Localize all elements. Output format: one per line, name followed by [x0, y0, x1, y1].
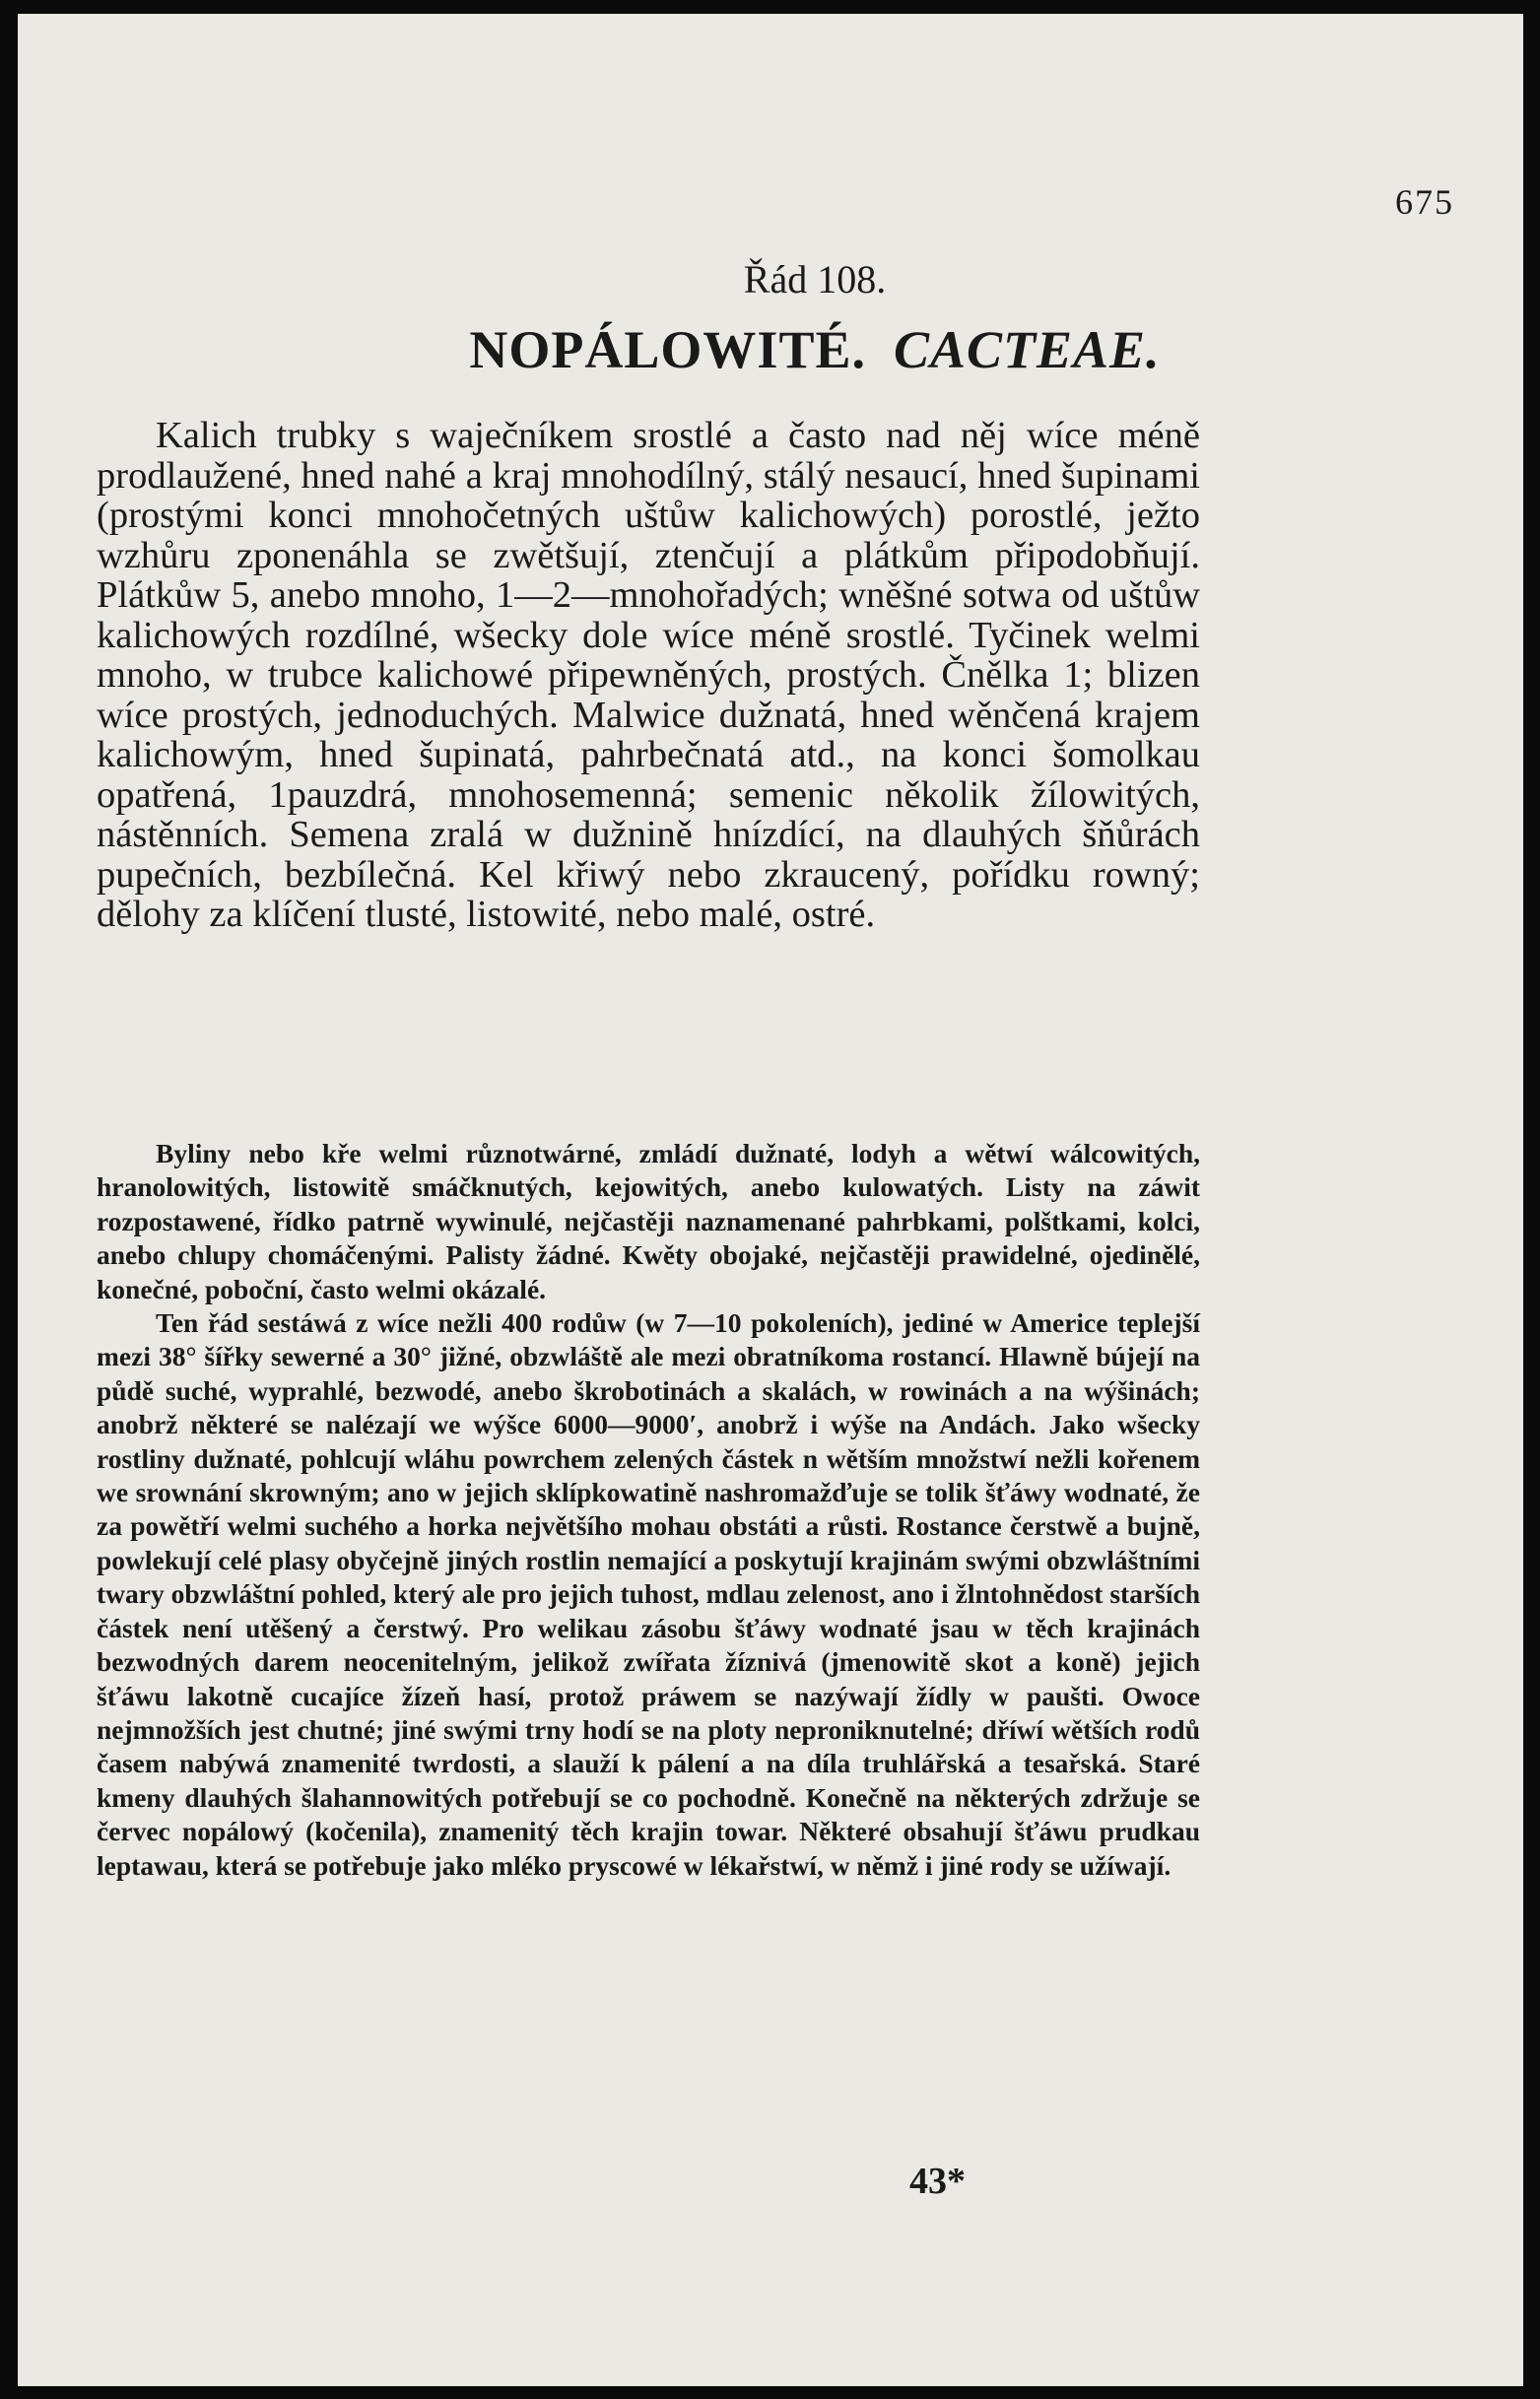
- family-heading: [18, 319, 1523, 380]
- order-heading: Řád 108.: [743, 257, 887, 301]
- signature-mark: 43*: [909, 2161, 966, 2202]
- description-paragraph: [97, 416, 1200, 935]
- notes-section: [97, 1137, 1200, 1883]
- family-latin-name: CACTEAE.: [893, 320, 1161, 379]
- habit-note: Byliny nebo kře welmi různotwárné, zmládí dužnaté, lodyh a wětwí wálcowitých, hranolowitých, listowitě smáčknutých, kejowitých, anebo kulowatých. Listy na záwit rozpostawené, řídko patrně wywinulé, nejčastěji naznamenané pahrbkami, polštkami, kolci, anebo chlupy chomáčenými. Palisty žádné. Kwěty obojaké, nejčastěji prawidelné, ojedinělé, konečné, poboční, často welmi okázalé.: [97, 1138, 1200, 1304]
- distribution-note: Ten řád sestáwá z wíce nežli 400 rodůw (w 7—10 pokoleních), jediné w Americe teplejší mezi 38° šířky sewerné a 30° jižné, obzwláště ale mezi obratníkoma rostancí. Hlawně bújejí na půdě suché, wyprahlé, bezwodé, anebo škrobotinách a skalách, w rowinách a na wýšinách; anobrž některé se nalézají we wýšce 6000—9000′, anobrž i wýše na Andách. Jako wšecky rostliny dužnaté, pohlcují wláhu powrchem zelených částek n wětším množstwí nežli kořenem we srownání skrowným; ano w jejich sklípkowatině nashromažďuje se tolik šťáwy wodnaté, že za powětří welmi suchého a horka největšího mohau obstáti a růsti. Rostance čerstwě a bujně, powlekují celé plasy obyčejně jiných rostlin nemající a poskytují krajinám swými obzwláštními twary obzwláštní pohled, který ale pro jejich tuhost, mdlau zelenost, ano i žlntohnědost starších částek není utěšený a čerstwý. Pro welikau zásobu šťáwy wodnaté jsau w těch krajinách bezwodných darem neocenitelným, jelikož zwířata žíznivá (jmenowitě skot a koně) jejich šťáwu lakotně cucajíce žízeň hasí, protož práwem se nazýwají žídly w paušti. Owoce nejmnožších jest chutné; jiné swými trny hodí se na ploty neproniknutelné; dříwí wětších rodů časem nabýwá znamenité twrdosti, a slauží k pálení a na díla truhlářská a tesařská. Staré kmeny dlauhých šlahannowitých potřebují se co pochodně. Konečně na některých zdržuje se červec nopálowý (kočenila), znamenitý těch krajin towar. Některé obsahují šťáwu prudkau leptawau, která se potřebuje jako mléko pryscowé w lékařstwí, w němž i jiné rody se užíwají.: [97, 1307, 1200, 1881]
- book-page: [18, 14, 1523, 2386]
- family-czech-name: NOPÁLOWITÉ.: [469, 320, 866, 379]
- page-number: 675: [1395, 182, 1454, 222]
- description-text: Kalich trubky s waječníkem srostlé a často nad něj wíce méně prodlaužené, hned nahé a kraj mnohodílný, stálý nesaucí, hned šupinami (prostými konci mnohočetných uštůw kalichowých) porostlé, ježto wzhůru zponenáhla se zwětšují, ztenčují a plátkům připodobňují. Plátkůw 5, anebo mnoho, 1—2—mnohořadých; wněšné sotwa od uštůw kalichowých rozdílné, wšecky dole wíce méně srostlé. Tyčinek welmi mnoho, w trubce kalichowé připewněných, prostých. Čnělka 1; blizen wíce prostých, jednoduchých. Malwice dužnatá, hned wěnčená krajem kalichowým, hned šupinatá, pahrbečnatá atd., na konci šomolkau opatřená, 1pauzdrá, mnohosemenná; semenic několik žílowitých, nástěnních. Semena zralá w dužnině hnízdící, na dlauhých šňůrách pupečních, bezbílečná. Kel křiwý nebo zkraucený, pořídku rowný; dělohy za klíčení tlusté, listowité, nebo malé, ostré.: [97, 415, 1200, 935]
